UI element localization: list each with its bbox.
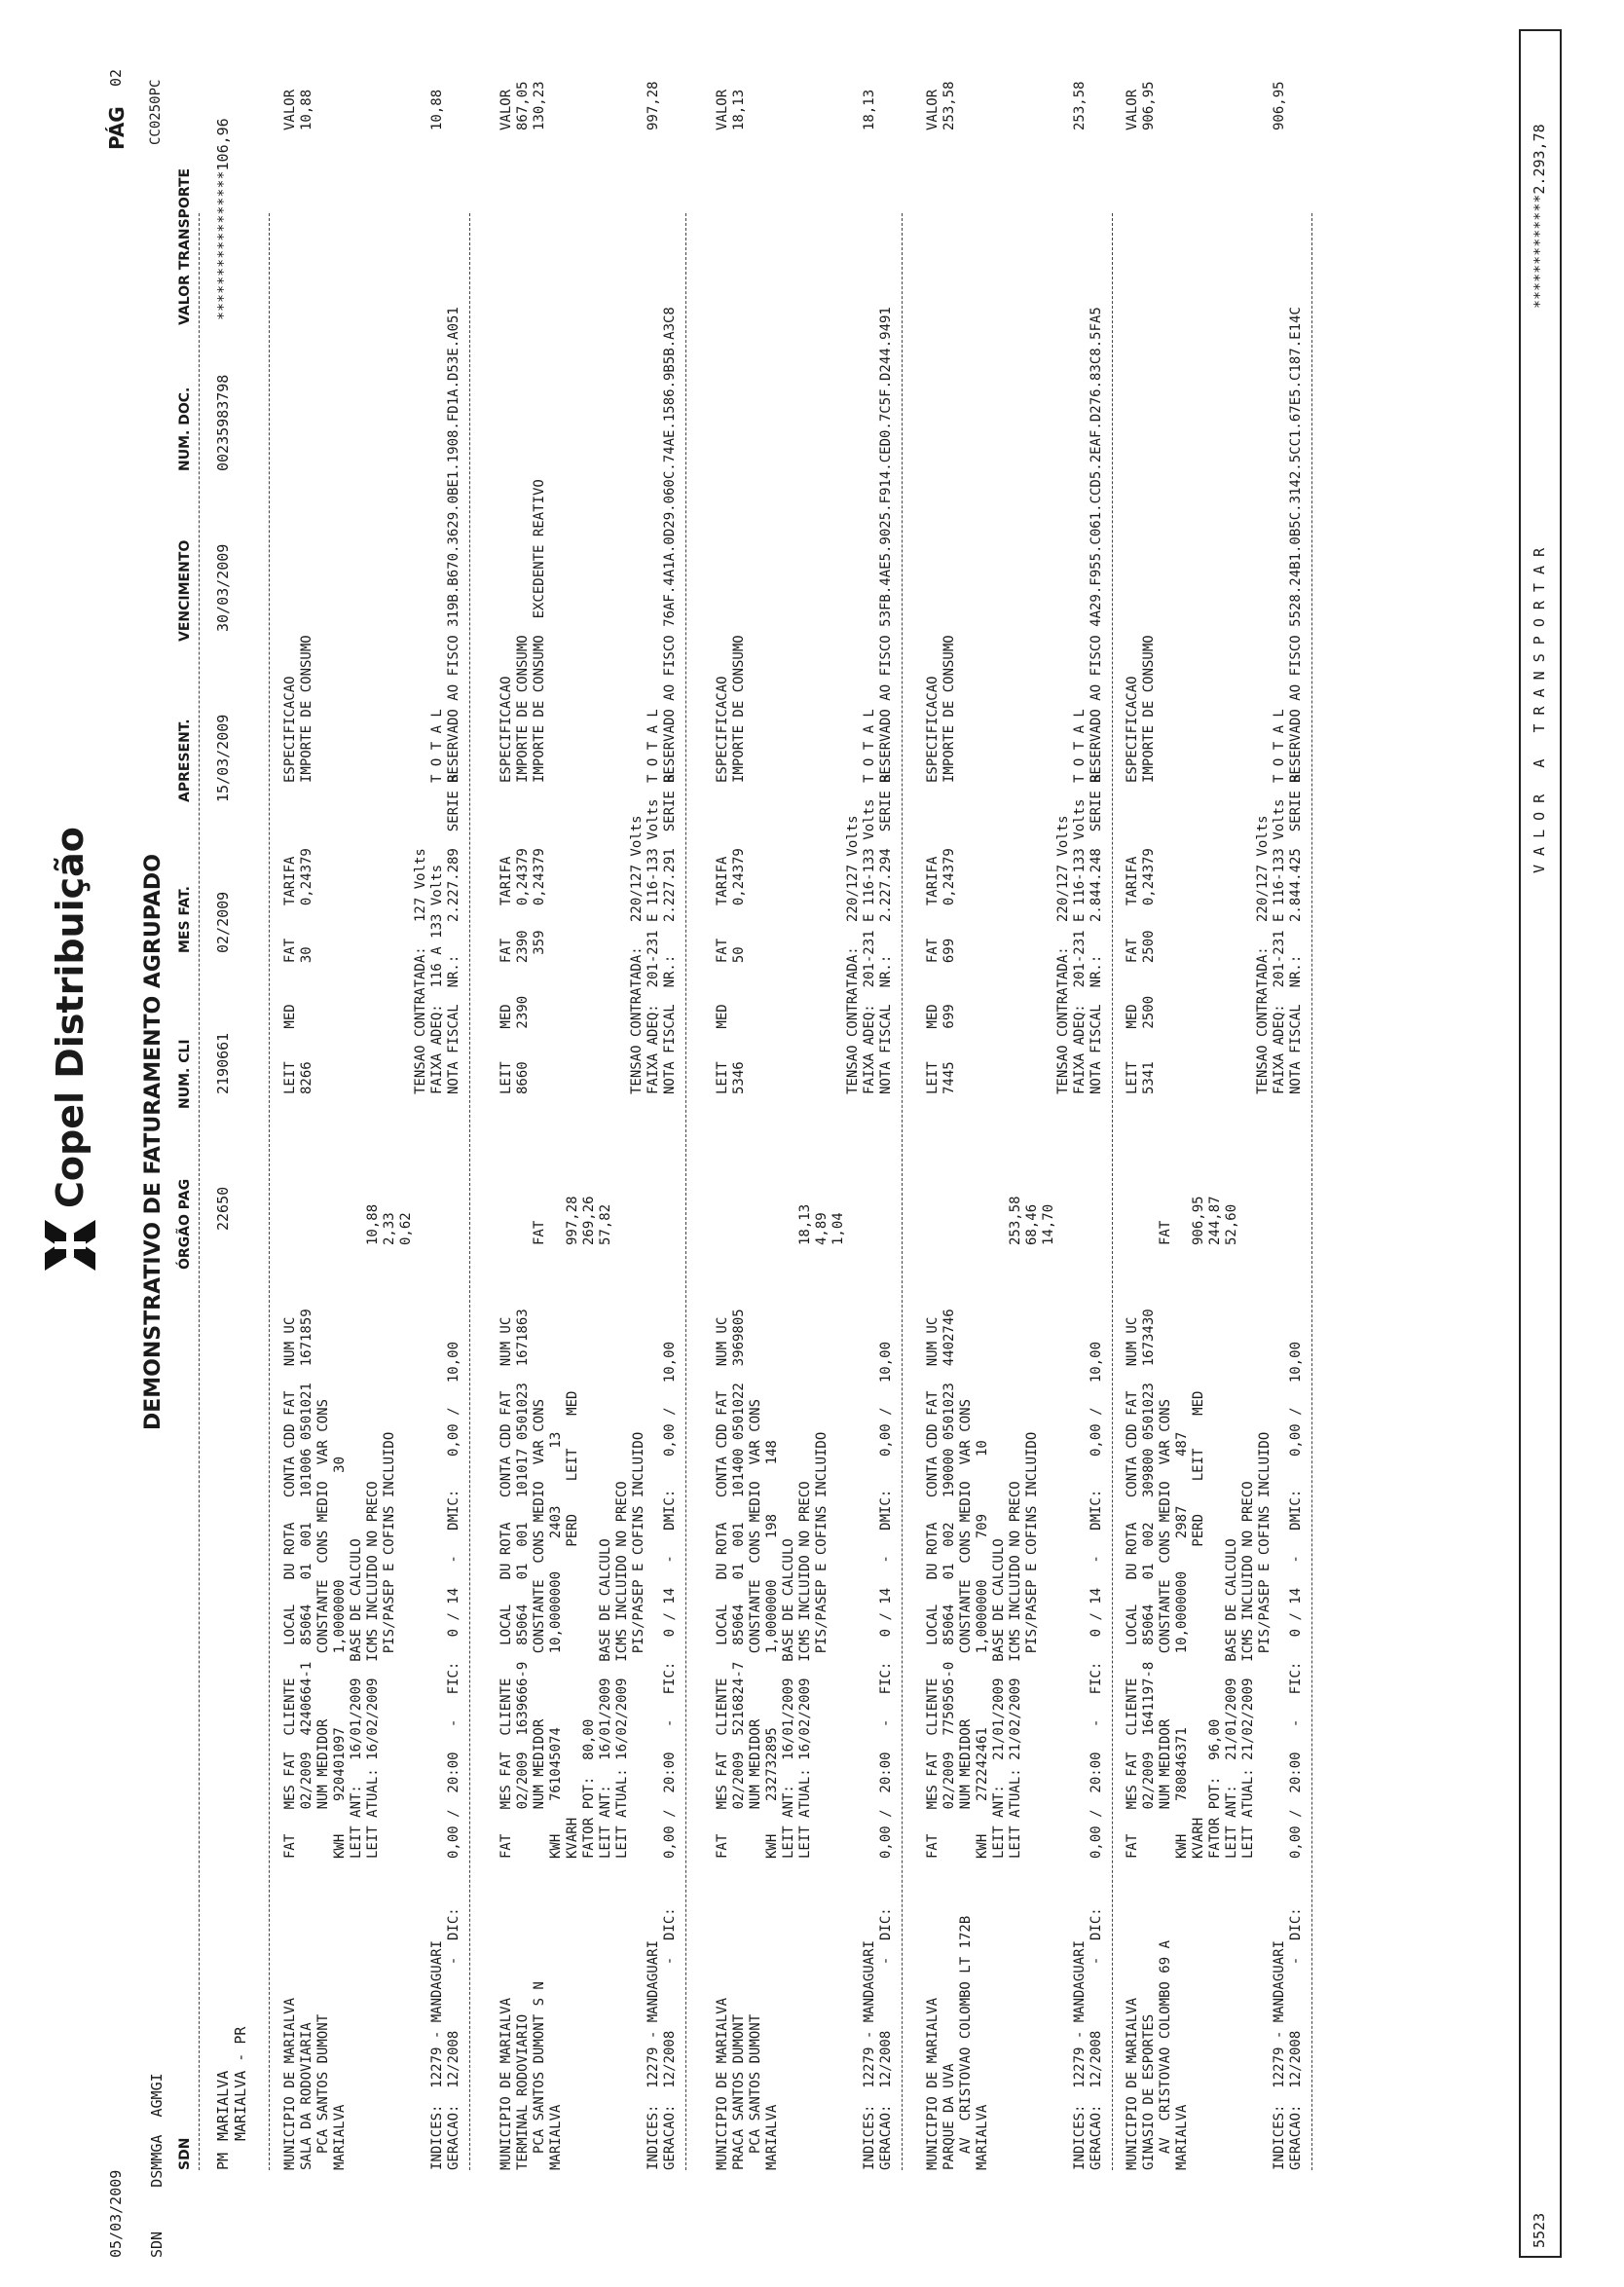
billing-detail-line: LEIT ANT: 21/01/2009 BASE DE CALCULO — [991, 1538, 1007, 1859]
summary-apresent: 15/03/2009 — [214, 714, 232, 802]
total-label: T O T A L — [1272, 709, 1287, 783]
billing-detail-line: KWH 232732895 1,0000000 198 148 — [764, 1440, 780, 1859]
indices-line: INDICES: 12279 - MANDAGUARI — [646, 1939, 661, 2170]
address-line: MUNICIPIO DE MARIALVA — [498, 1997, 514, 2170]
specification-line: ESPECIFICACAO — [715, 676, 730, 783]
col-valor-transporte: VALOR TRANSPORTE — [177, 167, 193, 325]
reading-line: 5341 2500 2500 0,24379 — [1141, 848, 1157, 1094]
billing-detail-line: PIS/PASEP E COFINS INCLUIDO — [382, 1431, 397, 1859]
indices-line: GERACAO: 12/2008 - DIC: — [1288, 1907, 1304, 2170]
specification-line: ESPECIFICACAO — [1125, 676, 1140, 783]
billing-detail-line: LEIT ATUAL: 21/02/2009 ICMS INCLUIDO NO PRECO — [1240, 1481, 1256, 1859]
valor-line: 253,58 — [941, 81, 957, 130]
copel-logo-icon — [41, 1216, 99, 1274]
tensao-line: NOTA FISCAL NR.: 2.227.291 SERIE B — [662, 774, 678, 1094]
tensao-line: NOTA FISCAL NR.: 2.227.289 SERIE B — [446, 774, 461, 1094]
address-line: MARIALVA — [1174, 2104, 1190, 2170]
amount-value: 244,87 — [1207, 1196, 1223, 1245]
billing-detail-line: KWH 780846371 10,0000000 2987 487 — [1174, 1431, 1190, 1859]
amount-value: 52,60 — [1224, 1203, 1239, 1245]
address-line: MARIALVA — [332, 2104, 348, 2170]
address-line: PRACA SANTOS DUMONT — [731, 2013, 747, 2170]
amount-value: 4,89 — [814, 1212, 830, 1245]
billing-detail-line: FAT MES FAT CLIENTE LOCAL DU ROTA CONTA CDD FAT NUM UC — [715, 1316, 730, 1859]
amount-value: 18,13 — [797, 1203, 813, 1245]
address-line: TERMINAL RODOVIARIO — [515, 2013, 531, 2170]
indices-line: INDICES: 12279 - MANDAGUARI — [1272, 1939, 1287, 2170]
fisco-line: RESERVADO AO FISCO 76AF.4A1A.0D29.060C.74AE.1586.9B5B.A3C8 — [662, 307, 678, 783]
tensao-line: NOTA FISCAL NR.: 2.844.425 SERIE B — [1288, 774, 1304, 1094]
amount-value: 14,70 — [1041, 1203, 1056, 1245]
specification-line: IMPORTE DE CONSUMO — [515, 635, 531, 783]
total-value: 18,13 — [862, 89, 877, 130]
total-value: 10,88 — [429, 89, 445, 130]
sdn-line: SDN DSMMGA AGMGI — [148, 2073, 166, 2258]
tensao-line: TENSAO CONTRATADA: 220/127 Volts — [629, 815, 645, 1094]
reading-line: 359 0,24379 — [532, 848, 547, 1094]
tensao-line: FAIXA ADEQ: 201-231 E 116-133 Volts — [1072, 798, 1088, 1094]
fic-line: 0,00 / 20:00 - FIC: 0 / 14 - DMIC: 0,00 / 10,00 — [878, 1341, 894, 1859]
billing-detail-line: 02/2009 1641197-8 85064 01 002 309800 0501023 1673430 — [1141, 1309, 1157, 1859]
transport-label: V A L O R A T R A N S P O R T A R — [1531, 547, 1548, 873]
summary-city: MARIALVA — [214, 2070, 232, 2141]
valor-line: VALOR — [498, 89, 514, 130]
reading-line: LEIT MED FAT TARIFA — [1125, 856, 1140, 1094]
divider — [269, 213, 270, 2170]
indices-line: INDICES: 12279 - MANDAGUARI — [1072, 1939, 1088, 2170]
page-number: 02 — [107, 68, 125, 87]
billing-detail-line: LEIT ATUAL: 16/02/2009 ICMS INCLUIDO NO PRECO — [365, 1481, 381, 1859]
billing-detail-line: PIS/PASEP E COFINS INCLUIDO — [1257, 1431, 1273, 1859]
summary-num-doc: 00235983798 — [214, 374, 232, 471]
valor-line: VALOR — [925, 89, 941, 130]
tensao-line: FAIXA ADEQ: 201-231 E 116-133 Volts — [646, 798, 661, 1094]
col-apresent: APRESENT. — [177, 719, 193, 802]
billing-detail-line: 02/2009 1639666-9 85064 01 001 101017 0501023 1671863 — [515, 1309, 531, 1859]
billing-detail-line: FAT MES FAT CLIENTE LOCAL DU ROTA CONTA CDD FAT NUM UC — [925, 1316, 941, 1859]
fic-line: 0,00 / 20:00 - FIC: 0 / 14 - DMIC: 0,00 / 10,00 — [1089, 1341, 1104, 1859]
specification-line: IMPORTE DE CONSUMO — [1141, 635, 1157, 783]
reading-line: LEIT MED FAT TARIFA — [282, 856, 298, 1094]
billing-detail-line: LEIT ANT: 16/01/2009 BASE DE CALCULO — [598, 1538, 613, 1859]
total-value: 253,58 — [1072, 81, 1088, 130]
amount-value: 57,82 — [598, 1203, 613, 1245]
specification-line: ESPECIFICACAO — [282, 676, 298, 783]
billing-detail-line: KWH 272242461 1,0000000 709 10 — [975, 1440, 990, 1859]
billing-detail-line: NUM MEDIDOR CONSTANTE CONS MEDIO VAR CONS — [315, 1398, 331, 1859]
col-num-cli: NUM. CLI — [177, 1039, 193, 1109]
indices-line: GERACAO: 12/2008 - DIC: — [878, 1907, 894, 2170]
total-label: T O T A L — [646, 709, 661, 783]
tensao-line: TENSAO CONTRATADA: 127 Volts — [413, 848, 428, 1094]
amount-value: FAT — [532, 1220, 547, 1245]
total-label: T O T A L — [429, 709, 445, 783]
billing-detail-line: FAT MES FAT CLIENTE LOCAL DU ROTA CONTA CDD FAT NUM UC — [282, 1316, 298, 1859]
total-label: T O T A L — [1072, 709, 1088, 783]
valor-line: 18,13 — [731, 89, 747, 130]
summary-mes-fat: 02/2009 — [214, 891, 232, 953]
report-date: 05/03/2009 — [107, 2169, 125, 2258]
address-line: MUNICIPIO DE MARIALVA — [925, 1997, 941, 2170]
address-line: MARIALVA — [764, 2104, 780, 2170]
fisco-line: RESERVADO AO FISCO 4A29.F955.C061.CCD5.2EAF.D276.83C8.5FA5 — [1089, 307, 1104, 783]
amount-value: 1,04 — [830, 1212, 846, 1245]
billing-detail-line: KVARH PERD LEIT MED — [565, 1390, 580, 1859]
amount-value: 0,62 — [398, 1212, 414, 1245]
address-line: MUNICIPIO DE MARIALVA — [282, 1997, 298, 2170]
address-line: PCA SANTOS DUMONT — [748, 2013, 763, 2170]
address-line: MARIALVA — [548, 2104, 564, 2170]
address-line: PCA SANTOS DUMONT S N — [532, 1981, 547, 2170]
billing-detail-line: LEIT ATUAL: 16/02/2009 ICMS INCLUIDO NO PRECO — [614, 1481, 630, 1859]
indices-line: GERACAO: 12/2008 - DIC: — [446, 1907, 461, 2170]
summary-valor-transporte: *****************106,96 — [214, 118, 232, 320]
billing-detail-line: NUM MEDIDOR CONSTANTE CONS MEDIO VAR CONS — [532, 1398, 547, 1859]
logo-text: Copel Distribuição — [49, 827, 92, 1208]
billing-detail-line: 02/2009 4240664-1 85064 01 001 101006 0501021 1671859 — [299, 1309, 314, 1859]
tensao-line: TENSAO CONTRATADA: 220/127 Volts — [1055, 815, 1071, 1094]
reading-line: 8266 30 0,24379 — [299, 848, 314, 1094]
tensao-line: NOTA FISCAL NR.: 2.844.248 SERIE B — [1089, 774, 1104, 1094]
fic-line: 0,00 / 20:00 - FIC: 0 / 14 - DMIC: 0,00 / 10,00 — [446, 1341, 461, 1859]
page-counter: 5523 — [1531, 2212, 1548, 2248]
valor-line: 906,95 — [1141, 81, 1157, 130]
col-orgao-pag: ÓRGÃO PAG — [177, 1178, 193, 1270]
fic-line: 0,00 / 20:00 - FIC: 0 / 14 - DMIC: 0,00 / 10,00 — [662, 1341, 678, 1859]
valor-line: VALOR — [715, 89, 730, 130]
address-line: GINASIO DE ESPORTES — [1141, 2013, 1157, 2170]
summary-orgao-pag: 22650 — [214, 1186, 232, 1231]
divider — [1112, 213, 1113, 2170]
billing-detail-line: PIS/PASEP E COFINS INCLUIDO — [1024, 1431, 1040, 1859]
billing-detail-line: KVARH PERD LEIT MED — [1191, 1390, 1206, 1859]
reading-line: 7445 699 699 0,24379 — [941, 848, 957, 1094]
billing-detail-line: PIS/PASEP E COFINS INCLUIDO — [814, 1431, 830, 1859]
tensao-line: FAIXA ADEQ: 201-231 E 116-133 Volts — [1272, 798, 1287, 1094]
col-mes-fat: MES FAT. — [177, 886, 193, 953]
address-line: PARQUE DA UVA — [941, 2063, 957, 2170]
billing-detail-line: LEIT ATUAL: 21/02/2009 ICMS INCLUIDO NO PRECO — [1008, 1481, 1023, 1859]
address-line: PCA SANTOS DUMONT — [315, 2013, 331, 2170]
summary-num-cli: 2190661 — [214, 1032, 232, 1094]
reading-line: LEIT MED FAT TARIFA — [498, 856, 514, 1094]
summary-city-state: MARIALVA - PR — [232, 2026, 249, 2141]
amount-value: 2,33 — [382, 1212, 397, 1245]
fisco-line: RESERVADO AO FISCO 319B.B670.3629.0BE1.1908.FD1A.D53E.A051 — [446, 307, 461, 783]
billing-detail-line: NUM MEDIDOR CONSTANTE CONS MEDIO VAR CONS — [748, 1398, 763, 1859]
copel-logo — [39, 827, 107, 1274]
address-line: AV CRISTOVAO COLOMBO LT 172B — [958, 1915, 974, 2170]
transport-value: *************2.293,78 — [1531, 124, 1548, 309]
billing-detail-line: 02/2009 5216824-7 85064 01 001 101400 0501022 3969805 — [731, 1309, 747, 1859]
billing-detail-line: FATOR POT: 80,00 — [581, 1718, 597, 1859]
divider — [1311, 213, 1312, 2170]
indices-line: GERACAO: 12/2008 - DIC: — [1089, 1907, 1104, 2170]
indices-line: INDICES: 12279 - MANDAGUARI — [429, 1939, 445, 2170]
amount-value: FAT — [1158, 1220, 1173, 1245]
specification-line: IMPORTE DE CONSUMO EXCEDENTE REATIVO — [532, 479, 547, 783]
billing-detail-line: KWH 920401097 1,0000000 30 — [332, 1456, 348, 1859]
amount-value: 253,58 — [1008, 1196, 1023, 1245]
billing-detail-line: FAT MES FAT CLIENTE LOCAL DU ROTA CONTA CDD FAT NUM UC — [498, 1316, 514, 1859]
tensao-line: FAIXA ADEQ: 201-231 E 116-133 Volts — [862, 798, 877, 1094]
address-line: MARIALVA — [975, 2104, 990, 2170]
divider — [685, 213, 686, 2170]
total-value: 906,95 — [1272, 81, 1287, 130]
billing-detail-line: PIS/PASEP E COFINS INCLUIDO — [631, 1431, 646, 1859]
divider — [199, 213, 200, 2170]
col-sdn: SDN — [177, 2137, 193, 2170]
divider — [902, 213, 903, 2170]
tensao-line: TENSAO CONTRATADA: 220/127 Volts — [1255, 815, 1271, 1094]
valor-line: VALOR — [282, 89, 298, 130]
divider — [469, 213, 470, 2170]
reading-line: 5346 50 0,24379 — [731, 848, 747, 1094]
billing-detail-line: KWH 761045074 10,0000000 2403 13 — [548, 1431, 564, 1859]
summary-pm: PM — [214, 2152, 232, 2170]
col-vencimento: VENCIMENTO — [177, 539, 193, 642]
billing-detail-line: 02/2009 7750505-0 85064 01 002 190000 0501023 4402746 — [941, 1309, 957, 1859]
billing-detail-line: LEIT ATUAL: 16/02/2009 ICMS INCLUIDO NO PRECO — [797, 1481, 813, 1859]
amount-value: 269,26 — [581, 1196, 597, 1245]
specification-line: ESPECIFICACAO — [925, 676, 941, 783]
amount-value: 10,88 — [365, 1203, 381, 1245]
valor-line: 10,88 — [299, 89, 314, 130]
report-title: DEMONSTRATIVO DE FATURAMENTO AGRUPADO — [141, 854, 166, 1430]
total-label: T O T A L — [862, 709, 877, 783]
billing-detail-line: NUM MEDIDOR CONSTANTE CONS MEDIO VAR CONS — [1158, 1398, 1173, 1859]
amount-value: 906,95 — [1191, 1196, 1206, 1245]
reading-line: 8660 2390 2390 0,24379 — [515, 848, 531, 1094]
valor-line: 867,05 — [515, 81, 531, 130]
summary-vencimento: 30/03/2009 — [214, 543, 232, 632]
tensao-line: FAIXA ADEQ: 116 A 133 Volts — [429, 864, 445, 1094]
fisco-line: RESERVADO AO FISCO 53FB.4AE5.9025.F914.CED0.7C5F.D244.9491 — [878, 307, 894, 783]
specification-line: ESPECIFICACAO — [498, 676, 514, 783]
specification-line: IMPORTE DE CONSUMO — [299, 635, 314, 783]
tensao-line: TENSAO CONTRATADA: 220/127 Volts — [845, 815, 861, 1094]
amount-value: 997,28 — [565, 1196, 580, 1245]
valor-line: 130,23 — [532, 81, 547, 130]
fic-line: 0,00 / 20:00 - FIC: 0 / 14 - DMIC: 0,00 / 10,00 — [1288, 1341, 1304, 1859]
specification-line: IMPORTE DE CONSUMO — [731, 635, 747, 783]
fisco-line: RESERVADO AO FISCO 5528.24B1.0B5C.3142.5CC1.67E5.C187.E14C — [1288, 307, 1304, 783]
report-code: CC0250PC — [148, 79, 164, 145]
reading-line: LEIT MED FAT TARIFA — [715, 856, 730, 1094]
specification-line: IMPORTE DE CONSUMO — [941, 635, 957, 783]
amount-value: 68,46 — [1024, 1203, 1040, 1245]
billing-detail-line: FAT MES FAT CLIENTE LOCAL DU ROTA CONTA CDD FAT NUM UC — [1125, 1316, 1140, 1859]
billing-detail-line: LEIT ANT: 16/01/2009 BASE DE CALCULO — [781, 1538, 796, 1859]
indices-line: GERACAO: 12/2008 - DIC: — [662, 1907, 678, 2170]
valor-line: VALOR — [1125, 89, 1140, 130]
billing-detail-line: FATOR POT: 96,00 — [1207, 1718, 1223, 1859]
tensao-line: NOTA FISCAL NR.: 2.227.294 SERIE B — [878, 774, 894, 1094]
col-num-doc: NUM. DOC. — [177, 387, 193, 471]
billing-detail-line: LEIT ANT: 21/01/2009 BASE DE CALCULO — [1224, 1538, 1239, 1859]
footer-frame — [1519, 29, 1562, 2258]
address-line: MUNICIPIO DE MARIALVA — [1125, 1997, 1140, 2170]
billing-detail-line: NUM MEDIDOR CONSTANTE CONS MEDIO VAR CONS — [958, 1398, 974, 1859]
billing-detail-line: LEIT ANT: 16/01/2009 BASE DE CALCULO — [349, 1538, 364, 1859]
indices-line: INDICES: 12279 - MANDAGUARI — [862, 1939, 877, 2170]
page-label: PÁG — [105, 106, 129, 150]
total-value: 997,28 — [646, 81, 661, 130]
reading-line: LEIT MED FAT TARIFA — [925, 856, 941, 1094]
address-line: MUNICIPIO DE MARIALVA — [715, 1997, 730, 2170]
address-line: AV CRISTOVAO COLOMBO 69 A — [1158, 1939, 1173, 2170]
address-line: SALA DA RODOVIARIA — [299, 2022, 314, 2170]
